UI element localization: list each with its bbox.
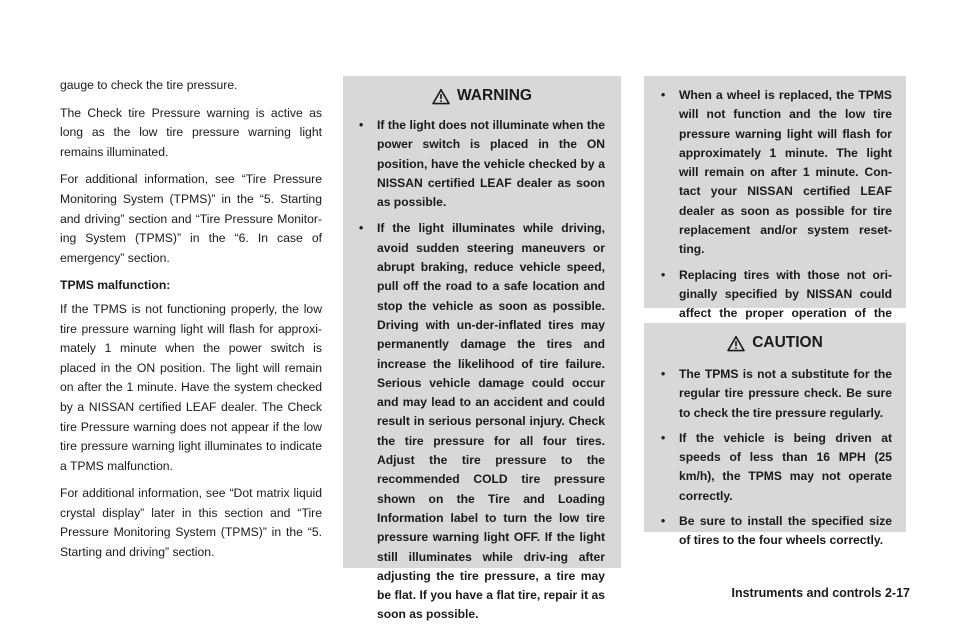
caution-title xyxy=(644,333,906,353)
paragraph: The Check tire Pressure warning is active as long as the low tire pressure warning light remains illuminated. xyxy=(60,105,322,159)
caution-item xyxy=(661,512,892,551)
bullet: • xyxy=(661,514,666,529)
caution-item xyxy=(661,429,892,506)
paragraph: For additional information, see “Tire Pressure Monitoring System (TPMS)” in the “5. Starting and driving” section and “Tire Pressure Monitor-ing System (TPMS)” in the “6. In case of emergency” section. xyxy=(60,172,322,265)
bullet: • xyxy=(661,367,666,381)
warning-item xyxy=(359,219,605,624)
paragraph: For additional information, see “Dot matrix liquid crystal display” later in this section and “Tire Pressure Monitoring System (TPMS)” in the “5. Starting and driving” section. xyxy=(60,486,322,560)
warning-item-text: Replacing tires with those not ori-ginally specified by NISSAN could affect the proper operation of the xyxy=(679,267,892,321)
paragraph: If the TPMS is not functioning properly, the low tire pressure warning light will flash for approxi-mately 1 minute when the power switch is placed in the ON position. The light will remain on after the 1 minute. Have the system checked by a NISSAN certified LEAF dealer. The Check tire Pressure warning does not appear if the low tire pressure warning light illuminates to indicate a TPMS malfunction. xyxy=(60,301,322,473)
paragraph: gauge to check the tire pressure. xyxy=(60,78,238,92)
caution-item-text: If the vehicle is being driven at speeds of less than 16 MPH (25 km/h), the TPMS may not operate correctly. xyxy=(679,430,892,503)
caution-icon xyxy=(727,335,745,352)
warning-icon xyxy=(432,88,450,105)
warning-item xyxy=(359,116,605,212)
caution-title-text: CAUTION xyxy=(752,334,823,351)
bullet: • xyxy=(359,118,364,132)
page-footer: Instruments and controls 2-17 xyxy=(731,586,910,600)
caution-item-text: The TPMS is not a substitute for the regular tire pressure check. Be sure to check the tire pressure regularly. xyxy=(679,367,892,420)
warning-box xyxy=(343,76,621,622)
caution-item-text: Be sure to install the specified size of tires to the four wheels correctly. xyxy=(679,514,892,548)
bullet: • xyxy=(661,430,666,445)
bullet: • xyxy=(661,88,666,102)
warning-item-text: When a wheel is replaced, the TPMS will not function and the low tire pressure warning light will flash for approximately 1 minute. The light will remain on after 1 minute. Con-tact your NISSAN certified LEAF dealer as soon as possible for tire replacement and/or system reset-ting. xyxy=(679,88,892,257)
warning-box-continued xyxy=(644,76,906,321)
warning-item-text: If the light illuminates while driving, avoid sudden steering maneuvers or abrupt braking, reduce vehicle speed, pull off the road to a safe location and stop the vehicle as soon as possible. Driving with un-der-inflated tires may permanently damage the tires and increase the likelihood of tire failure. Serious vehicle damage could occur and may lead to an accident and could result in serious personal injury. Check the tire pressure for all four tires. Adjust the tire pressure to the recommended COLD tire pressure shown on the Tire and Loading Information label to turn the low tire pressure warning light OFF. If the light still illuminates while driv-ing after adjusting the tire pressure, a tire may be flat. If you have a flat tire, repair it as soon as possible. xyxy=(377,221,605,622)
warning-title-text: WARNING xyxy=(457,87,532,104)
section-heading: TPMS malfunction: xyxy=(60,278,171,293)
warning-item xyxy=(661,86,892,260)
caution-item xyxy=(661,365,892,423)
left-text-column xyxy=(60,76,322,571)
warning-item-text: If the light does not illuminate when the power switch is placed in the ON position, have the vehicle checked by a NISSAN certified LEAF dealer as soon as possible. xyxy=(377,118,605,210)
bullet: • xyxy=(661,267,666,282)
bullet: • xyxy=(359,221,364,236)
warning-title xyxy=(343,86,621,106)
caution-box xyxy=(644,323,906,548)
